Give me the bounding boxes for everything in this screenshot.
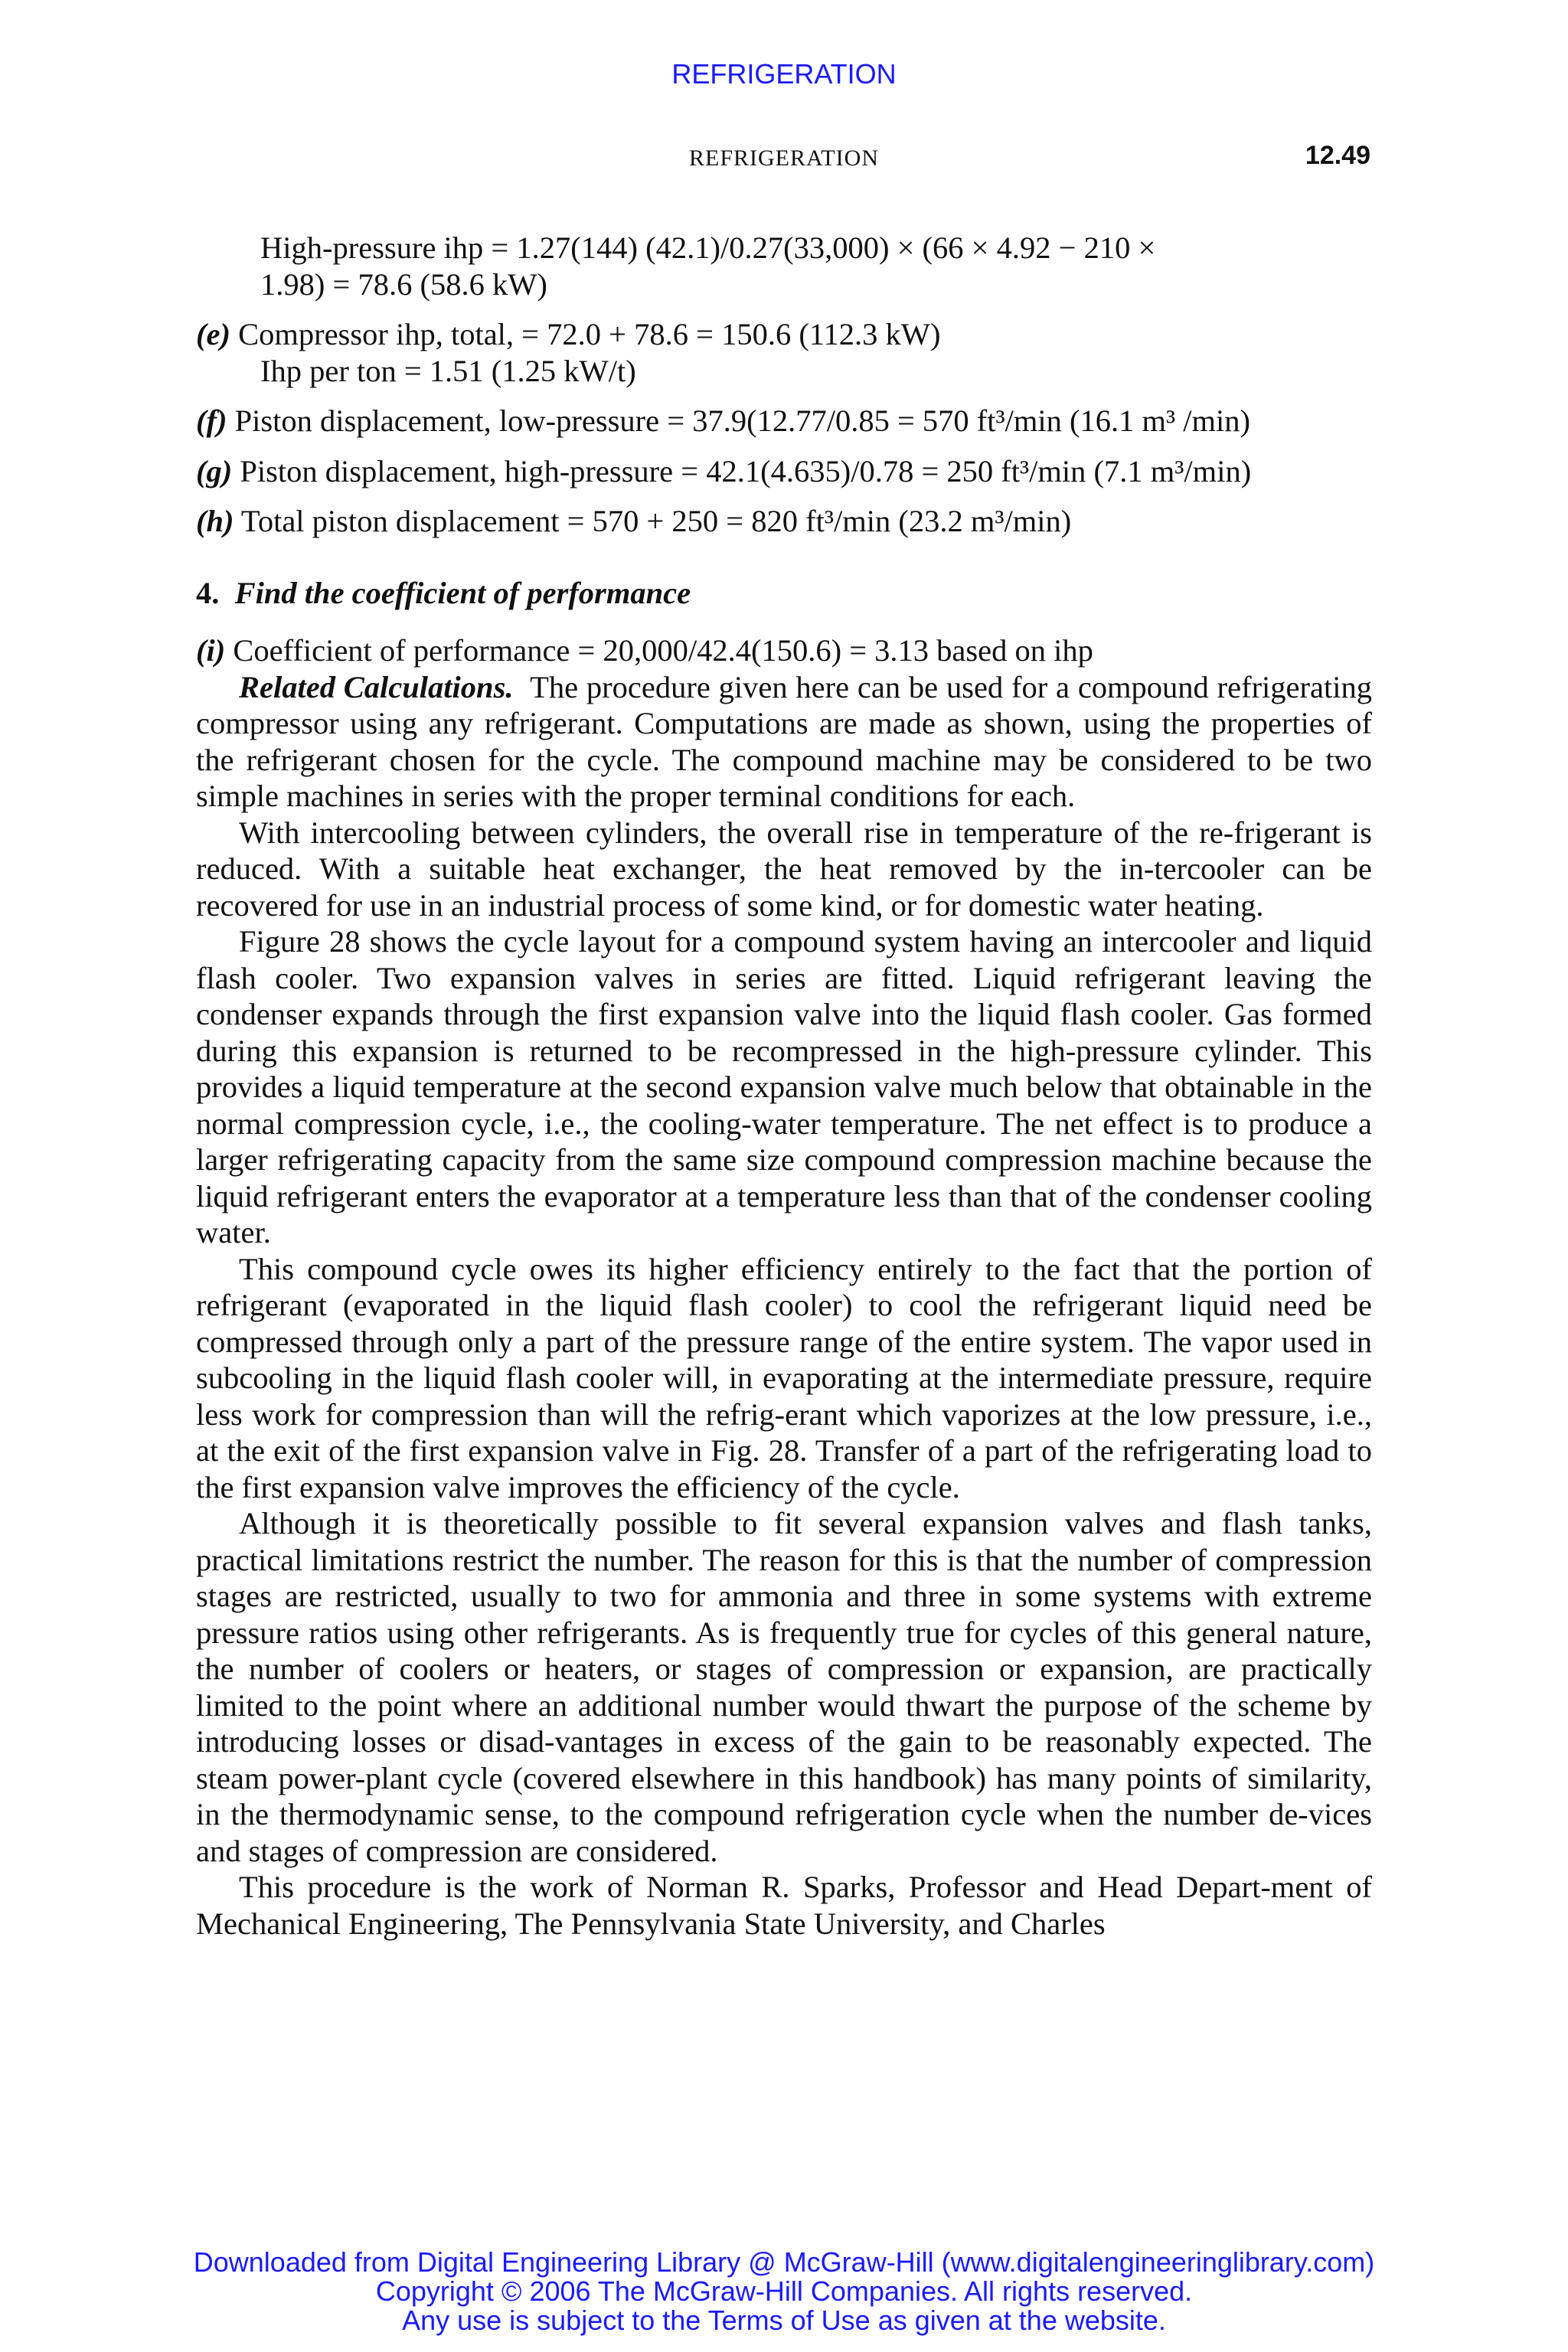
high-pressure-ihp-line-1: High-pressure ihp = 1.27(144) (42.1)/0.27(33,000) × (66 × 4.92 − 210 × — [260, 230, 1156, 265]
step-f-text: Piston displacement, low-pressure = 37.9(12.77/0.85 = 570 ft³/min (16.1 m³ /min) — [234, 403, 1251, 438]
related-paragraph-3: Figure 28 shows the cycle layout for a compound system having an intercooler and liquid flash cooler. Two expansion valves in series are fitted. Liquid refrigerant leaving the condenser expands through the first expansion valve into the liquid flash cooler. Gas formed during this expansion is returned to be recompressed in the high-pressure cylinder. This provides a liquid temperature at the second expansion valve much below that obtainable in the normal compression cycle, i.e., the cooling-water temperature. The net effect is to produce a larger refrigerating capacity from the same size compound compression machine because the liquid refrigerant enters the evaporator at a temperature less than that of the condenser cooling water. — [196, 924, 1372, 1250]
step-g — [196, 453, 1372, 490]
related-paragraph-2: With intercooling between cylinders, the overall rise in temperature of the re-frigerant is reduced. With a suitable heat exchanger, the heat removed by the in-tercooler can be recovered for use in an industrial process of some kind, or for domestic water heating. — [196, 815, 1372, 923]
related-paragraph-6: This procedure is the work of Norman R. Sparks, Professor and Head Depart-ment of Mechanical Engineering, The Pennsylvania State University, and Charles — [196, 1870, 1372, 1941]
step-h — [196, 503, 1372, 540]
related-paragraph-4: This compound cycle owes its higher efficiency entirely to the fact that the portion of refrigerant (evaporated in the liquid flash cooler) to cool the refrigerant liquid need be compressed through only a part of the pressure range of the entire system. The vapor used in subcooling in the liquid flash cooler will, in evaporating at the intermediate pressure, require less work for compression than will the refrig-erant which vaporizes at the low pressure, i.e., at the exit of the first expansion valve in Fig. 28. Transfer of a part of the refrigerating load to the first expansion valve improves the efficiency of the cycle. — [196, 1251, 1372, 1504]
step-i-label: (i) — [196, 633, 226, 668]
step-h-label: (h) — [196, 504, 234, 538]
step-e-label: (e) — [196, 317, 230, 351]
step-e-text-2: Ihp per ton = 1.51 (1.25 kW/t) — [260, 353, 636, 388]
related-calculations-lead: Related Calculations. — [239, 669, 514, 704]
section-heading — [196, 575, 1372, 612]
step-g-label: (g) — [196, 453, 233, 488]
footer-copyright-line: Copyright © 2006 The McGraw-Hill Companies. All rights reserved. — [375, 2275, 1193, 2307]
page-body — [196, 230, 1372, 1942]
related-p1-text: The procedure given here can be used for a compound refrigerating compressor using any refrigerant. Computations are made as shown, using the properties of the refrigerant chosen for the cycle. The compound machine may be considered to be two simple machines in series with the proper terminal conditions for each. — [196, 669, 1373, 813]
high-pressure-ihp-line-2: 1.98) = 78.6 (58.6 kW) — [260, 266, 547, 302]
step-e — [196, 316, 1372, 353]
step-f-label: (f) — [196, 403, 227, 438]
section-number: 4. — [196, 575, 220, 610]
page-number: 12.49 — [1305, 141, 1370, 170]
related-paragraph-1 — [196, 669, 1372, 815]
running-header — [198, 141, 1370, 178]
step-e-text: Compressor ihp, total, = 72.0 + 78.6 = 150.6 (112.3 kW) — [238, 317, 941, 351]
step-i-text: Coefficient of performance = 20,000/42.4(150.6) = 3.13 based on ihp — [233, 633, 1093, 668]
download-footer — [0, 2248, 1568, 2335]
footer-terms-line[interactable]: Any use is subject to the Terms of Use as given at the website. — [402, 2305, 1166, 2336]
step-i — [196, 632, 1372, 669]
chapter-link[interactable]: REFRIGERATION — [671, 58, 897, 90]
step-f — [196, 403, 1372, 439]
running-title: REFRIGERATION — [688, 145, 879, 171]
section-title: Find the coefficient of performance — [234, 575, 691, 610]
step-g-text: Piston displacement, high-pressure = 42.1(4.635)/0.78 = 250 ft³/min (7.1 m³/min) — [240, 453, 1252, 488]
related-paragraph-5: Although it is theoretically possible to fit several expansion valves and flash tanks, practical limitations restrict the number. The reason for this is that the number of compression stages are restricted, usually to two for ammonia and three in some systems with extreme pressure ratios using other refrigerants. As is frequently true for cycles of this general nature, the number of coolers or heaters, or stages of compression or expansion, are practically limited to the point where an additional number would thwart the purpose of the scheme by introducing losses or disad-vantages in excess of the gain to be reasonably expected. The steam power-plant cycle (covered elsewhere in this handbook) has many points of similarity, in the thermodynamic sense, to the compound refrigeration cycle when the number de-vices and stages of compression are considered. — [196, 1506, 1372, 1868]
step-h-text: Total piston displacement = 570 + 250 = 820 ft³/min (23.2 m³/min) — [240, 504, 1072, 538]
footer-download-line[interactable]: Downloaded from Digital Engineering Library @ McGraw-Hill (www.digitalengineeringlibrary.com) — [193, 2246, 1375, 2278]
